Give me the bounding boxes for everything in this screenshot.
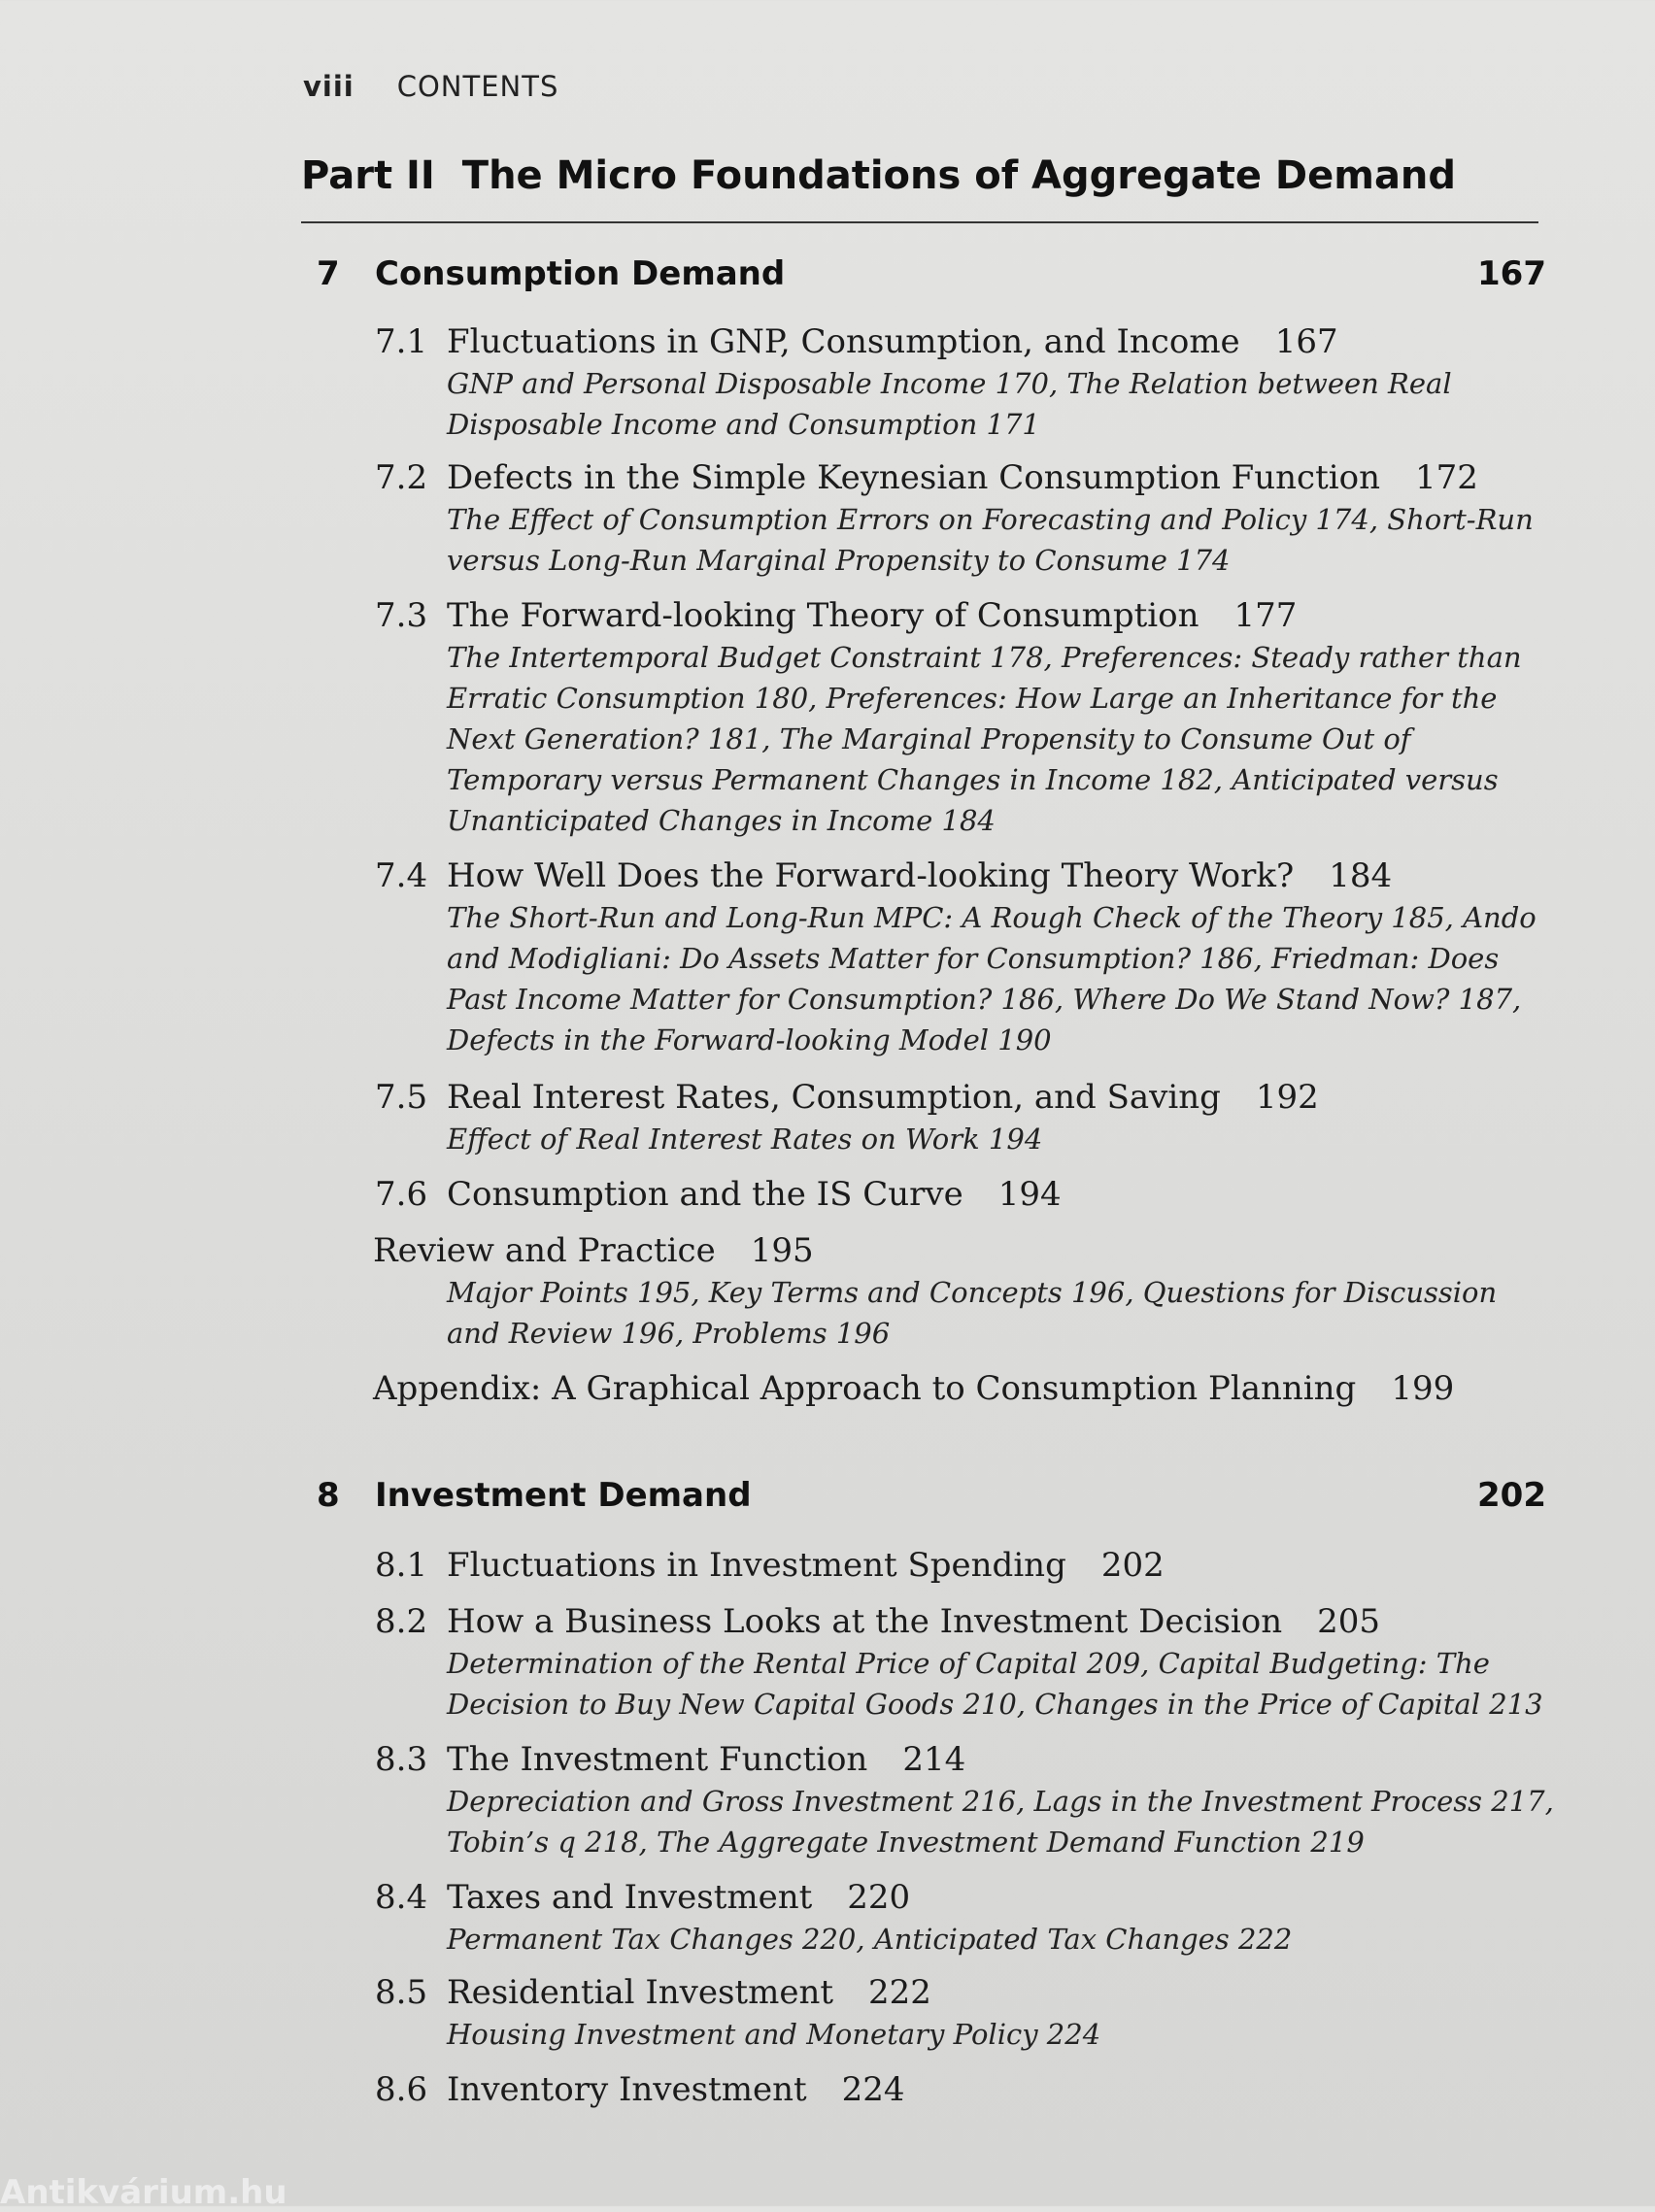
section-number: 8.4 <box>375 1878 428 1917</box>
section-title: Taxes and Investment <box>447 1878 813 1917</box>
chapter-8-heading[interactable] <box>317 1476 1546 1515</box>
section-7-5[interactable] <box>375 1078 1319 1117</box>
page-folio: viii <box>303 70 355 103</box>
section-8-2[interactable] <box>375 1602 1380 1641</box>
section-page: 214 <box>902 1740 966 1779</box>
chapter-number: 7 <box>317 254 340 293</box>
section-title: How Well Does the Forward-looking Theory Work? <box>447 856 1295 895</box>
subtopics-review-7: Major Points 195, Key Terms and Concepts 196, Questions for Discussion and Review 196, Problems 196 <box>447 1276 1498 1350</box>
part-title: The Micro Foundations of Aggregate Demand <box>461 153 1457 198</box>
section-page: 184 <box>1329 856 1393 895</box>
section-page: 192 <box>1255 1078 1319 1117</box>
part-label: Part II <box>301 153 435 198</box>
section-number: 7.4 <box>375 856 428 895</box>
section-title: The Forward-looking Theory of Consumption <box>447 596 1199 635</box>
section-page: 222 <box>868 1973 931 2012</box>
section-number: 8.3 <box>375 1740 428 1779</box>
section-number: 8.5 <box>375 1973 428 2012</box>
subtopics-7-3: The Intertemporal Budget Constraint 178, Preferences: Steady rather than Erratic Consumption 180, Preferences: How Large an Inheritance for the Next Generation? 181, The Marginal Propensity to Consume Out of Temporary versus Permanent Changes in Income 182, Anticipated versus Unanticipated Changes in Income 184 <box>447 641 1522 837</box>
subtopics-8-5: Housing Investment and Monetary Policy 224 <box>447 2018 1101 2051</box>
section-page: 202 <box>1100 1546 1165 1585</box>
section-7-4[interactable] <box>375 856 1392 895</box>
section-number: 7.1 <box>375 322 428 361</box>
section-title: How a Business Looks at the Investment Decision <box>447 1602 1283 1641</box>
appendix-title: Appendix: A Graphical Approach to Consumption Planning <box>373 1369 1357 1408</box>
section-number: 7.2 <box>375 458 428 497</box>
section-page: 205 <box>1317 1602 1381 1641</box>
section-number: 8.1 <box>375 1546 428 1585</box>
section-page: 220 <box>847 1878 911 1917</box>
subtopics-7-2: The Effect of Consumption Errors on Forecasting and Policy 174, Short-Run versus Long-Run Marginal Propensity to Consume 174 <box>447 503 1534 577</box>
chapter-page: 167 <box>1477 254 1546 293</box>
section-8-1[interactable] <box>375 1546 1165 1585</box>
section-8-4[interactable] <box>375 1878 910 1917</box>
subtopics-8-3: Depreciation and Gross Investment 216, Lags in the Investment Process 217, Tobin’s q 218, The Aggregate Investment Demand Function 219 <box>447 1785 1554 1859</box>
part-heading <box>301 153 1456 198</box>
section-7-3[interactable] <box>375 596 1297 635</box>
watermark: Antikvárium.hu <box>0 2173 287 2212</box>
section-page: 172 <box>1415 458 1478 497</box>
section-title: Residential Investment <box>447 1973 834 2012</box>
section-title: Fluctuations in Investment Spending <box>447 1546 1066 1585</box>
section-8-5[interactable] <box>375 1973 931 2012</box>
review-page: 195 <box>750 1231 814 1270</box>
chapter-7-heading[interactable] <box>317 254 1546 293</box>
subtopics-8-4: Permanent Tax Changes 220, Anticipated Tax Changes 222 <box>447 1923 1293 1956</box>
section-page: 177 <box>1233 596 1298 635</box>
review-and-practice-7[interactable] <box>373 1231 814 1270</box>
chapter-title: Investment Demand <box>375 1476 752 1515</box>
running-head-title: CONTENTS <box>396 70 559 103</box>
section-title: Defects in the Simple Keynesian Consumption Function <box>447 458 1380 497</box>
section-page: 224 <box>841 2070 905 2109</box>
section-7-1[interactable] <box>375 322 1338 361</box>
section-title: Real Interest Rates, Consumption, and Saving <box>447 1078 1221 1117</box>
appendix-page: 199 <box>1391 1369 1455 1408</box>
section-number: 8.2 <box>375 1602 428 1641</box>
part-rule <box>301 221 1538 223</box>
appendix-7[interactable] <box>373 1369 1454 1408</box>
chapter-number: 8 <box>317 1476 340 1515</box>
section-number: 7.3 <box>375 596 428 635</box>
section-7-2[interactable] <box>375 458 1478 497</box>
subtopics-7-4: The Short-Run and Long-Run MPC: A Rough Check of the Theory 185, Ando and Modigliani: Do Assets Matter for Consumption? 186, Friedman: Does Past Income Matter for Consumption? 186, Where Do We Stand Now? 187, Defects in the Forward-looking Model 190 <box>447 901 1537 1056</box>
section-title: Fluctuations in GNP, Consumption, and Income <box>447 322 1240 361</box>
section-7-6[interactable] <box>375 1175 1062 1214</box>
running-head <box>303 70 558 103</box>
section-number: 7.6 <box>375 1175 428 1214</box>
section-title: Inventory Investment <box>447 2070 807 2109</box>
section-page: 167 <box>1274 322 1338 361</box>
section-page: 194 <box>997 1175 1062 1214</box>
chapter-title: Consumption Demand <box>375 254 786 293</box>
section-title: The Investment Function <box>447 1740 868 1779</box>
section-number: 8.6 <box>375 2070 428 2109</box>
subtopics-7-5: Effect of Real Interest Rates on Work 194 <box>447 1123 1043 1156</box>
section-8-6[interactable] <box>375 2070 905 2109</box>
chapter-page: 202 <box>1477 1476 1546 1515</box>
section-number: 7.5 <box>375 1078 428 1117</box>
subtopics-8-2: Determination of the Rental Price of Capital 209, Capital Budgeting: The Decision to Buy New Capital Goods 210, Changes in the Price of Capital 213 <box>447 1647 1543 1721</box>
section-8-3[interactable] <box>375 1740 965 1779</box>
section-title: Consumption and the IS Curve <box>447 1175 963 1214</box>
review-title: Review and Practice <box>373 1231 716 1270</box>
subtopics-7-1: GNP and Personal Disposable Income 170, The Relation between Real Disposable Income and Consumption 171 <box>447 367 1452 441</box>
